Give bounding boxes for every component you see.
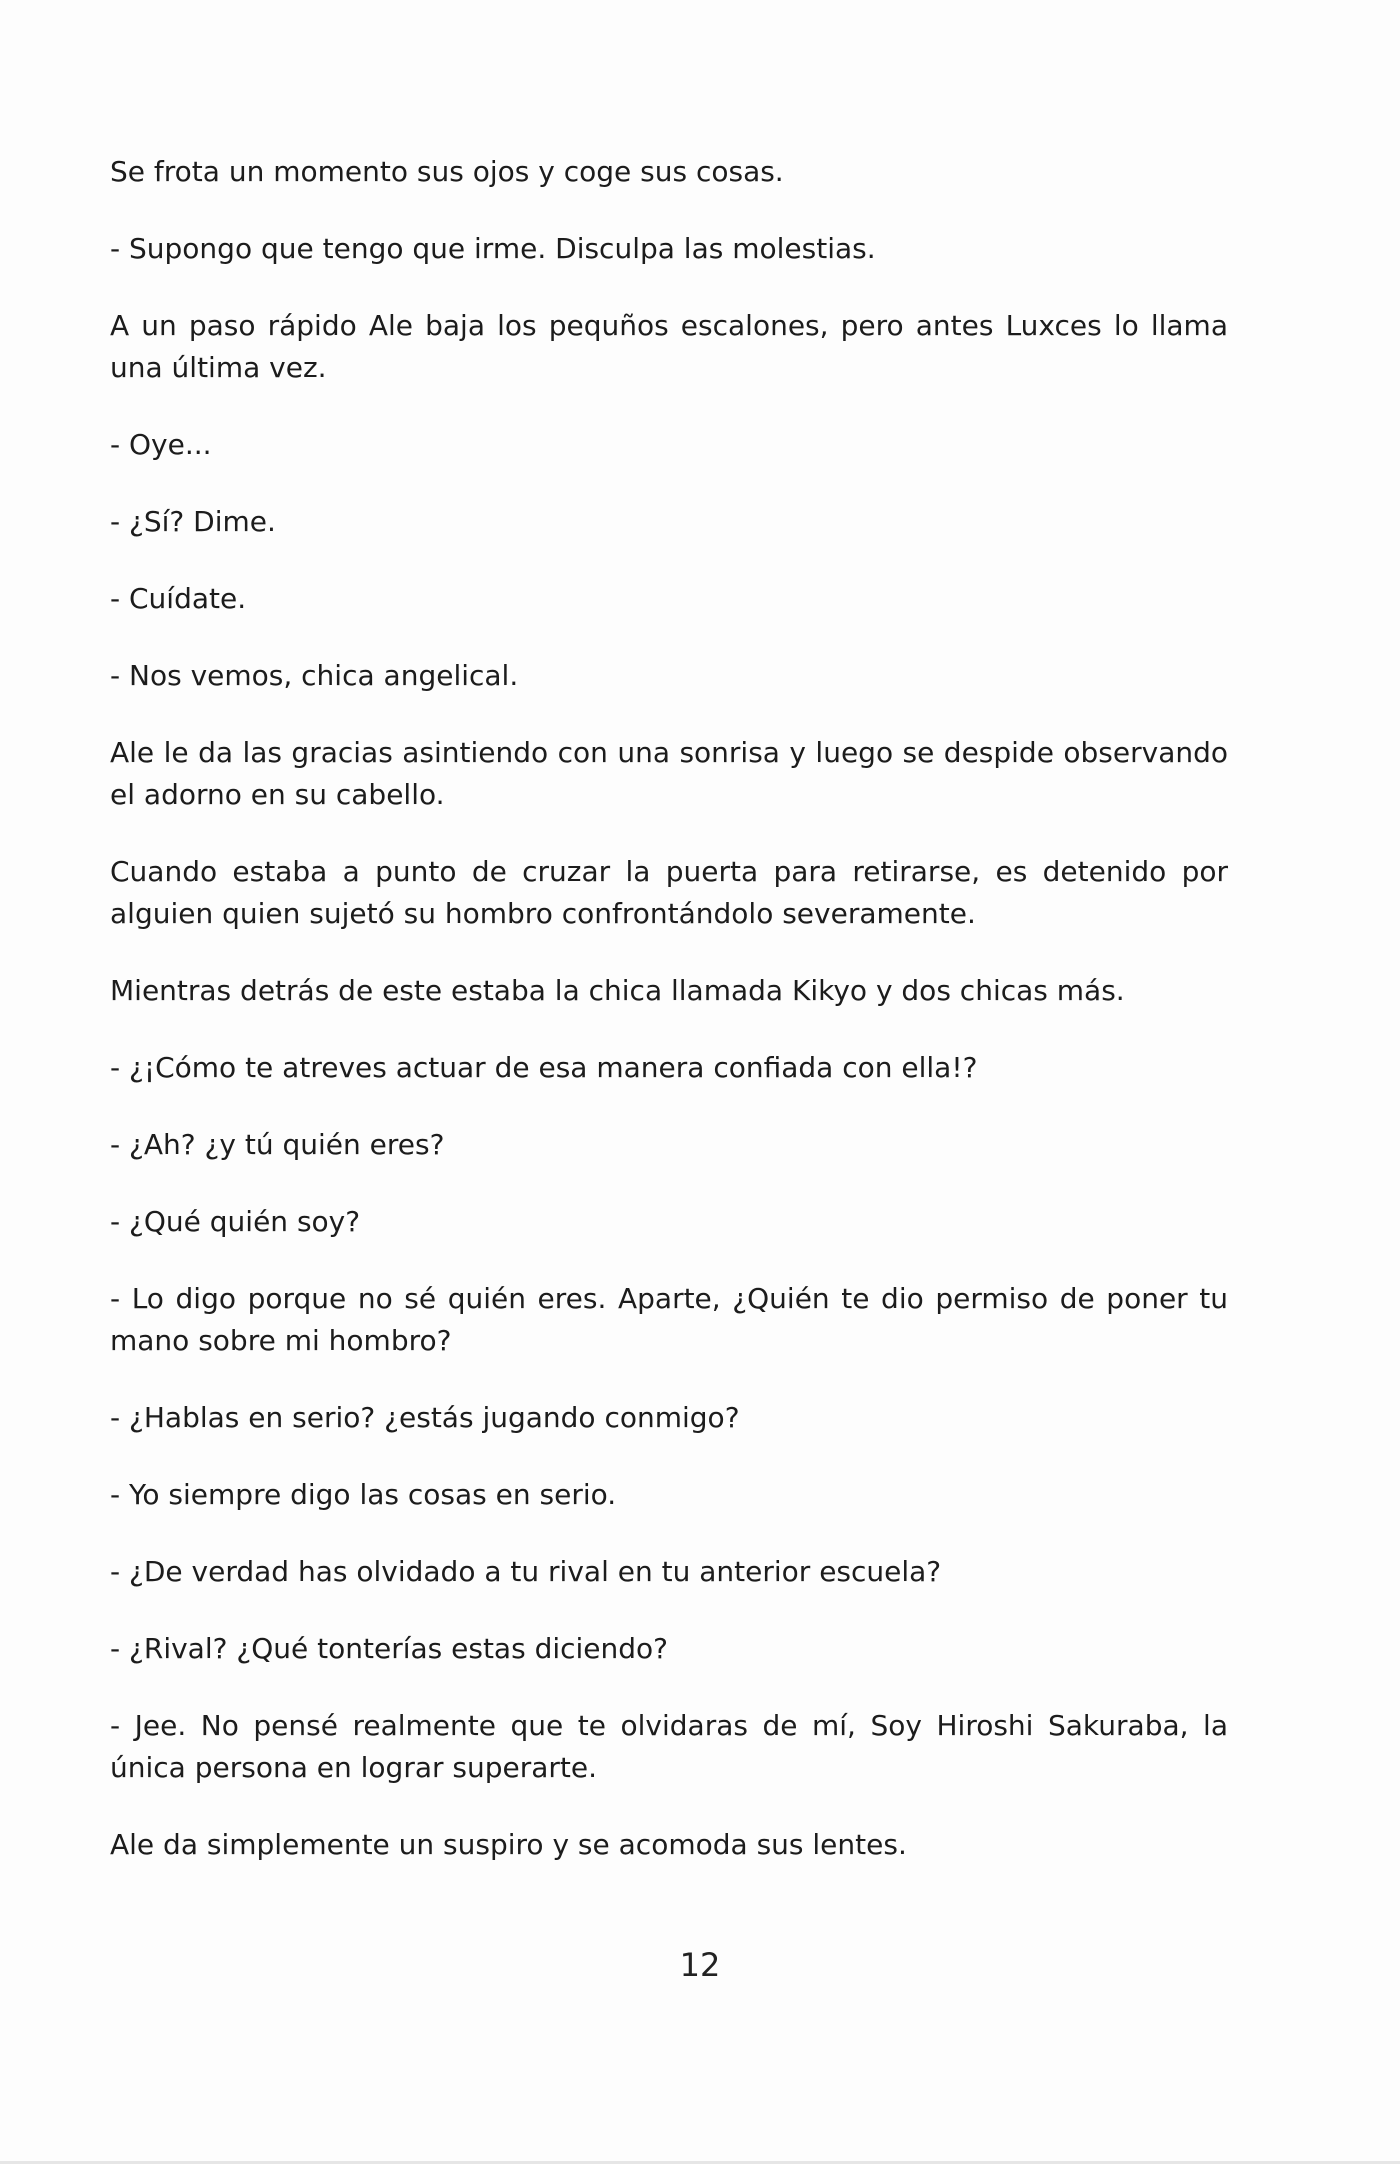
dialogue-line: - Cuídate. [110,582,247,615]
dialogue-line: - Jee. No pensé realmente que te olvidaras de mí, Soy Hiroshi Sakuraba, la única persona en lograr superarte. [110,1709,1228,1784]
paragraph: Mientras detrás de este estaba la chica llamada Kikyo y dos chicas más. [110,974,1125,1007]
dialogue-line: - ¿Sí? Dime. [110,505,276,538]
paragraph: Cuando estaba a punto de cruzar la puerta para retirarse, es detenido por alguien quien sujetó su hombro confrontándolo severamente. [110,855,1228,930]
paragraph: Ale le da las gracias asintiendo con una sonrisa y luego se despide observando el adorno en su cabello. [110,736,1228,811]
dialogue-line: - ¿De verdad has olvidado a tu rival en tu anterior escuela? [110,1555,942,1588]
dialogue-line: - Lo digo porque no sé quién eres. Aparte, ¿Quién te dio permiso de poner tu mano sobre mi hombro? [110,1282,1228,1357]
dialogue-line: - ¿Rival? ¿Qué tonterías estas diciendo? [110,1632,669,1665]
paragraph: A un paso rápido Ale baja los pequños escalones, pero antes Luxces lo llama una última vez. [110,309,1228,384]
dialogue-line: - ¿Qué quién soy? [110,1205,361,1238]
paragraph: Ale da simplemente un suspiro y se acomoda sus lentes. [110,1828,907,1861]
dialogue-line: - Yo siempre digo las cosas en serio. [110,1478,617,1511]
page-body [110,151,1228,1901]
dialogue-line: - ¿Ah? ¿y tú quién eres? [110,1128,445,1161]
dialogue-line: - ¿Hablas en serio? ¿estás jugando conmigo? [110,1401,740,1434]
dialogue-line: - Supongo que tengo que irme. Disculpa las molestias. [110,232,876,265]
dialogue-line: - Oye... [110,428,212,461]
dialogue-line: - Nos vemos, chica angelical. [110,659,519,692]
dialogue-line: - ¿¡Cómo te atreves actuar de esa manera confiada con ella!? [110,1051,978,1084]
paragraph: Se frota un momento sus ojos y coge sus cosas. [110,155,784,188]
page-number: 12 [679,1946,721,1984]
